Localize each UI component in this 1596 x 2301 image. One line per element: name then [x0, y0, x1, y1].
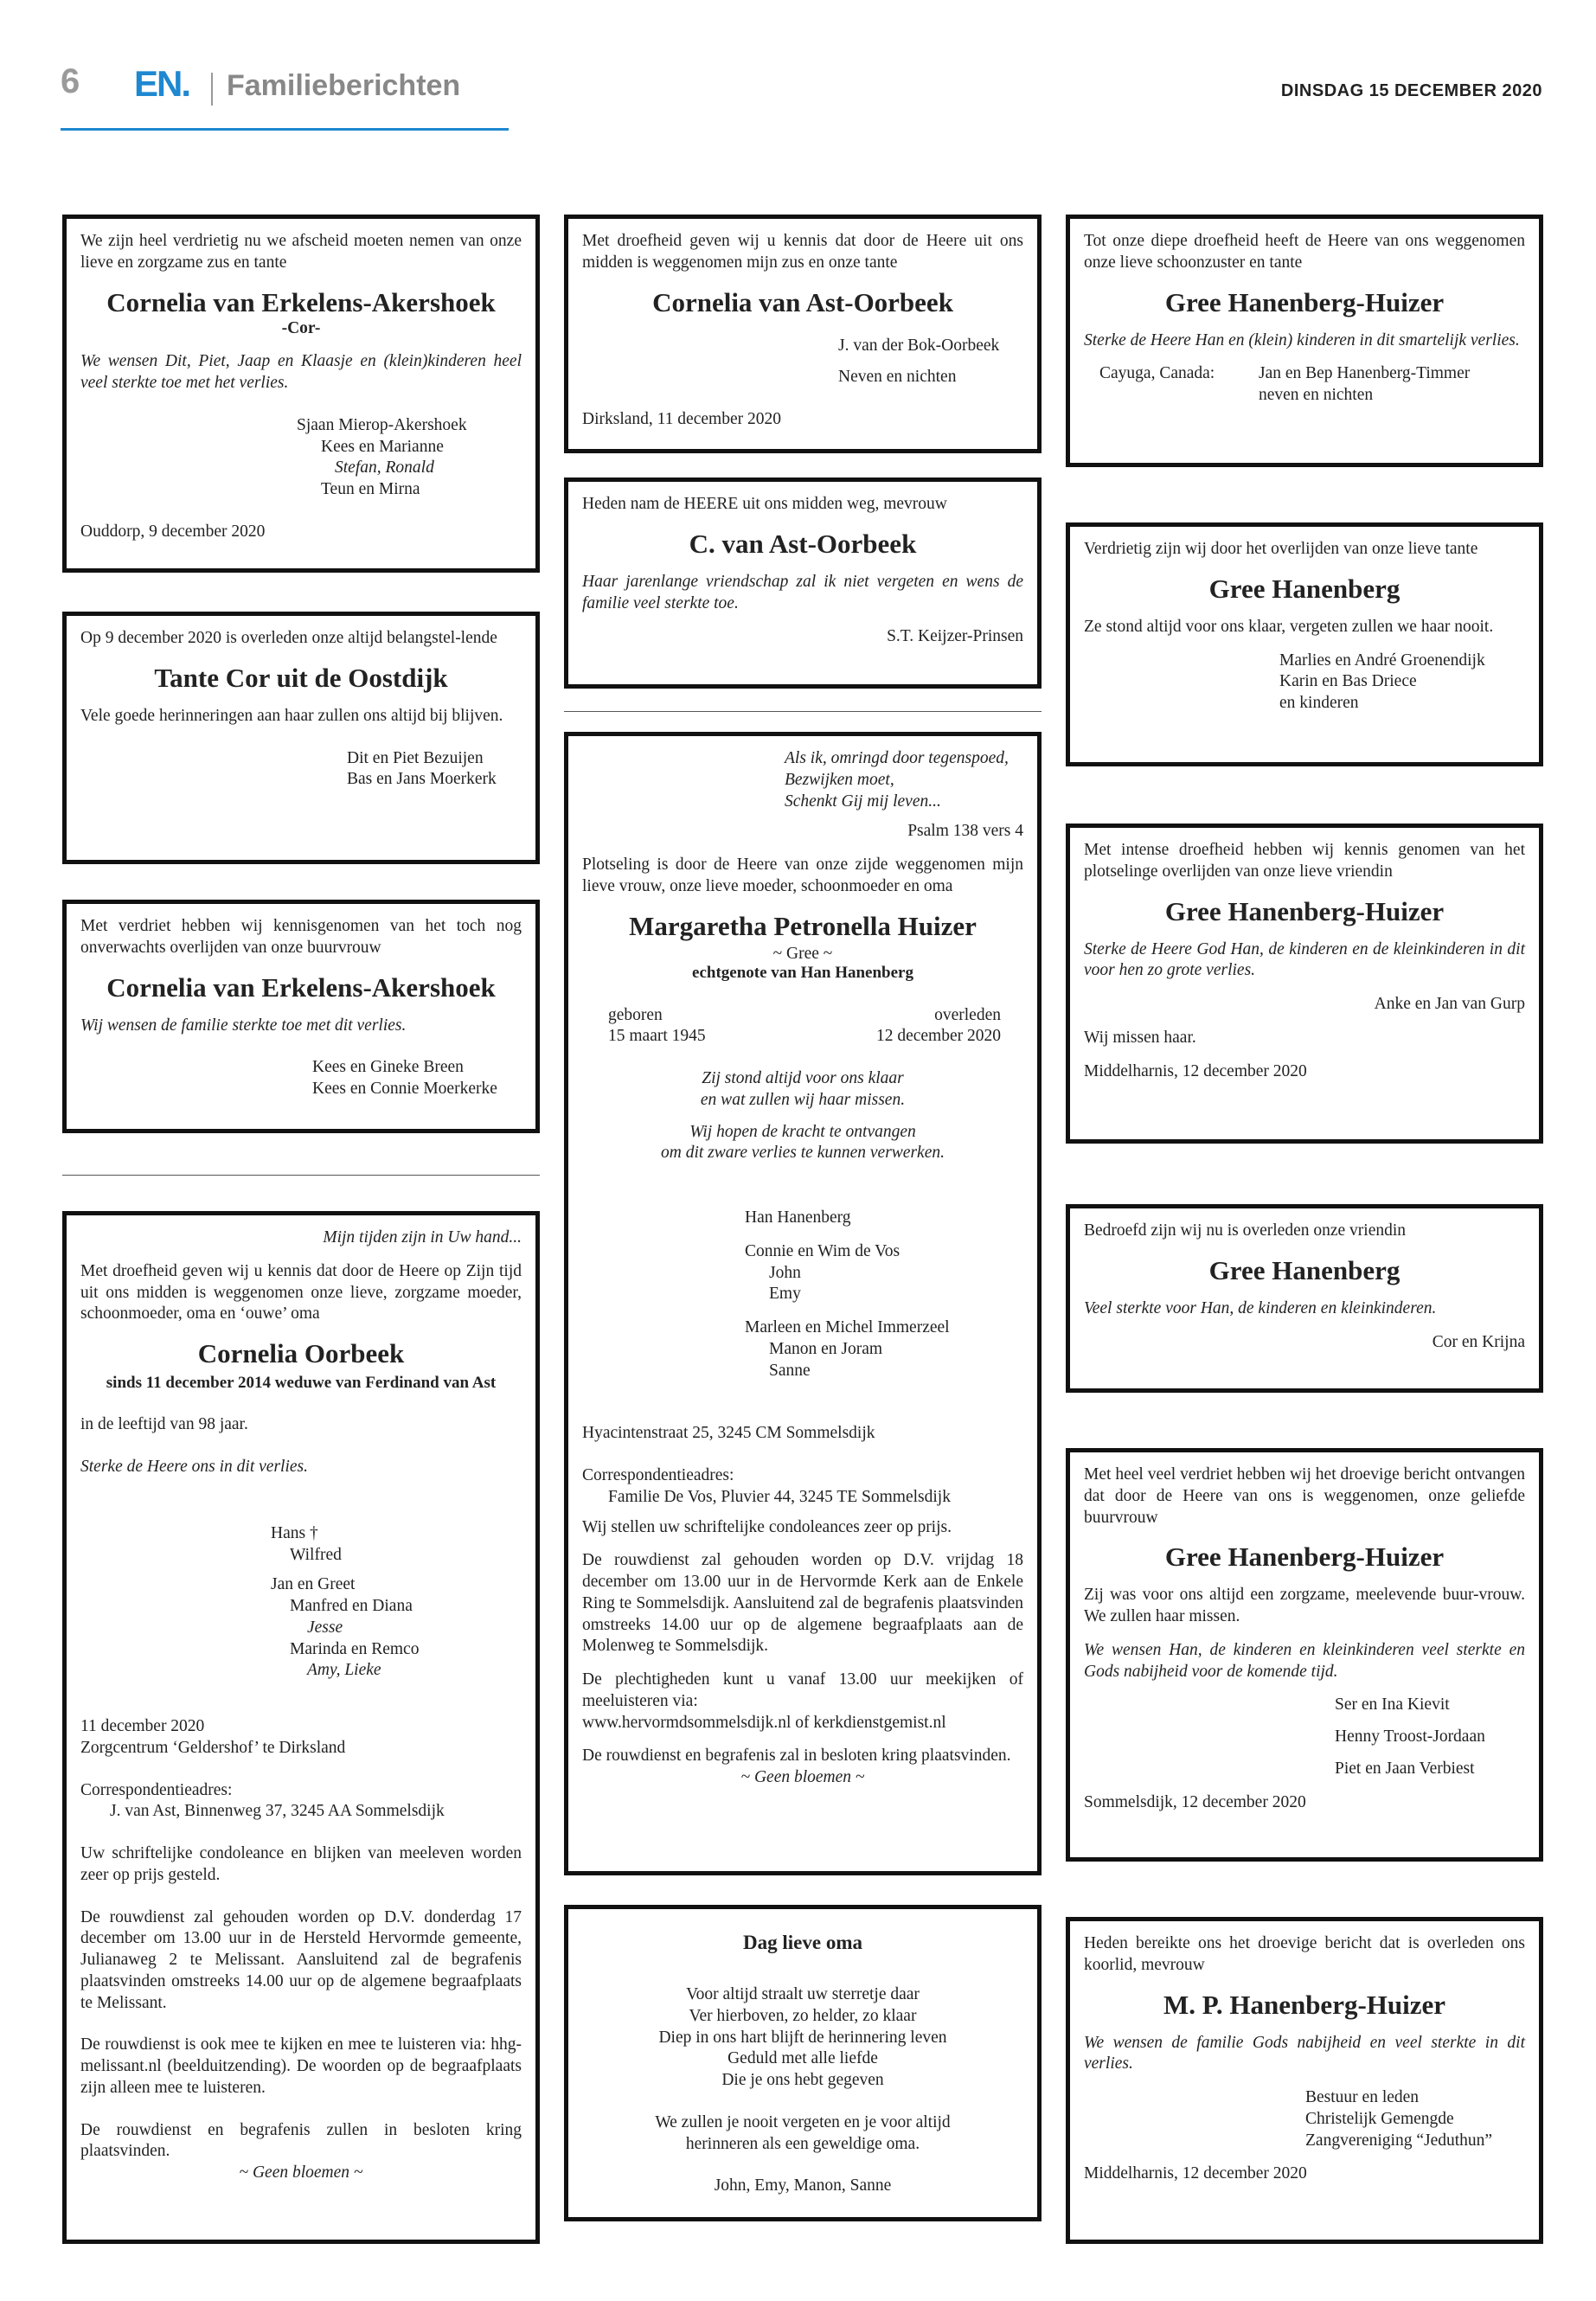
signer: neven en nichten [1259, 386, 1374, 405]
family-member: Jesse [307, 1618, 343, 1637]
notice-text: Zij was voor ons altijd een zorgzame, meelevende buur-vrouw. We zullen haar missen. [1084, 1586, 1525, 1626]
correspondence-address: J. van Ast, Binnenweg 37, 3245 AA Sommelsdijk [110, 1802, 445, 1821]
place-date: Middelharnis, 12 december 2020 [1084, 2164, 1307, 2183]
family-member: Connie en Wim de Vos [745, 1241, 901, 1260]
condolence-text: Uw schriftelijke condoleance en blijken van meeleven worden zeer op prijs gesteld. [80, 1844, 522, 1884]
family-member: John [769, 1263, 801, 1282]
service-text: De rouwdienst zal gehouden worden op D.V. donderdag 17 december om 13.00 uur in de Hersteld Hervormde gemeente, Julianaweg 2 te Melissant. Aansluitend zal de begrafenis plaatsvinden omstreeks 14.00 uur op de algemene begraafplaats te Melissant. [80, 1907, 522, 2012]
death-notice [62, 1211, 540, 2244]
notice-text: Haar jarenlange vriendschap zal ik niet vergeten en wens de familie veel sterkte toe. [582, 572, 1023, 612]
private-service-text: De rouwdienst en begrafenis zullen in besloten kring plaatsvinden. [80, 2120, 522, 2161]
notice-text: Wij missen haar. [1084, 1028, 1196, 1047]
signer: Kees en Marianne [321, 437, 444, 456]
signer: Neven en nichten [838, 368, 957, 387]
column-divider [62, 1175, 540, 1176]
deceased-name: C. van Ast-Oorbeek [689, 528, 917, 559]
place-date: Middelharnis, 12 december 2020 [1084, 1061, 1307, 1080]
notice-intro: Met verdriet hebben wij kennisgenomen van het toch nog onverwachts overlijden van onze buurvrouw [80, 917, 522, 957]
signer: J. van der Bok-Oorbeek [838, 336, 1000, 355]
header-separator [211, 73, 213, 106]
family-member: Hans † [271, 1523, 318, 1542]
family-member: Marleen en Michel Immerzeel [745, 1318, 950, 1337]
family-member: Marinda en Remco [290, 1639, 420, 1658]
header-underline [61, 128, 509, 131]
family-member: Amy, Lieke [307, 1661, 381, 1680]
correspondence-label: Correspondentieadres: [80, 1780, 233, 1799]
private-service-text: De rouwdienst en begrafenis zal in besloten kring plaatsvinden. [582, 1747, 1011, 1766]
issue-date: DINSDAG 15 DECEMBER 2020 [1280, 81, 1542, 100]
death-notice [1066, 1917, 1543, 2244]
notice-intro: Met intense droefheid hebben wij kennis genomen van het plotselinge overlijden van onze lieve vriendin [1084, 841, 1525, 881]
signer: John, Emy, Manon, Sanne [714, 2176, 892, 2195]
death-notice [1066, 1448, 1543, 1862]
notice-wish: We wensen Dit, Piet, Jaap en Klaasje en (klein)kinderen heel veel sterkte toe met het verlies. [80, 352, 522, 393]
death-notice [1066, 215, 1543, 467]
livestream-text: De plechtigheden kunt u vanaf 13.00 uur meekijken of meeluisteren via: [582, 1670, 1023, 1710]
death-notice [564, 478, 1042, 689]
notice-wish: Veel sterkte voor Han, de kinderen en kleinkinderen. [1084, 1298, 1437, 1317]
family-member: Manfred en Diana [290, 1597, 413, 1616]
notice-intro: Heden bereikte ons het droevige bericht dat is overleden ons koorlid, mevrouw [1084, 1934, 1525, 1974]
poem-line: Schenkt Gij mij leven... [785, 792, 941, 811]
death-date: 11 december 2020 [80, 1717, 205, 1736]
notice-intro: Met droefheid geven wij u kennis dat door de Heere op Zijn tijd uit ons midden is weggenomen onze lieve, zorgzame moeder, schoonmoeder, oma en ‘ouwe’ oma [80, 1261, 522, 1324]
no-flowers: ~ Geen bloemen ~ [740, 1768, 865, 1787]
poem-line: Geduld met alle liefde [727, 2049, 878, 2068]
deceased-name: Cornelia van Erkelens-Akershoek [106, 286, 496, 317]
deceased-name: Gree Hanenberg [1208, 1254, 1401, 1285]
notice-wish: We wensen Han, de kinderen en kleinkinderen veel sterkte en Gods nabijheid voor de komende tijd. [1084, 1640, 1525, 1681]
notice-text: Ze stond altijd voor ons klaar, vergeten zullen we haar nooit. [1084, 617, 1494, 636]
signer: Sjaan Mierop-Akershoek [297, 415, 467, 434]
family-member: Sanne [769, 1361, 811, 1380]
poem-line: Voor altijd straalt uw sterretje daar [686, 1985, 920, 2004]
family-member: Wilfred [290, 1545, 342, 1564]
signer: Zangvereniging “Jeduthun” [1305, 2131, 1493, 2150]
signer: Christelijk Gemengde [1305, 2109, 1454, 2128]
notice-text: Vele goede herinneringen aan haar zullen ons altijd bij blijven. [80, 706, 503, 725]
service-text: De rouwdienst zal gehouden worden op D.V. vrijdag 18 december om 13.00 uur in de Hervormde Kerk aan de Enkele Ring te Sommelsdijk. Aansluitend zal de begrafenis plaatsvinden omstreeks 14.00 uur op de algemene begraafplaats aan de Molenweg te Sommelsdijk. [582, 1551, 1023, 1656]
signer: en kinderen [1279, 694, 1359, 713]
condolence-text: Wij stellen uw schriftelijke condoleances zeer op prijs. [582, 1517, 952, 1536]
deceased-age: in de leeftijd van 98 jaar. [80, 1415, 248, 1434]
notice-intro: Heden nam de HEERE uit ons midden weg, mevrouw [582, 495, 947, 513]
notice-wish: We wensen de familie Gods nabijheid en veel sterkte in dit verlies. [1084, 2033, 1525, 2073]
death-notice [1066, 1204, 1543, 1393]
family-member: Emy [769, 1285, 801, 1304]
death-notice [62, 215, 540, 573]
signer: Kees en Gineke Breen [312, 1058, 464, 1077]
deceased-nickname: ~ Gree ~ [772, 944, 833, 963]
signer: Marlies en André Groenendijk [1279, 651, 1485, 670]
notice-wish: Wij wensen de familie sterkte toe met dit verlies. [80, 1016, 407, 1035]
deceased-subtitle: sinds 11 december 2014 weduwe van Ferdinand van Ast [106, 1374, 497, 1393]
deceased-name: Gree Hanenberg-Huizer [1164, 286, 1445, 317]
signer: Bestuur en leden [1305, 2088, 1420, 2107]
deceased-name: M. P. Hanenberg-Huizer [1163, 1989, 1446, 2020]
poem-line: Die je ons hebt gegeven [721, 2071, 884, 2090]
signer: Stefan, Ronald [335, 458, 434, 478]
signer: Kees en Connie Moerkerke [312, 1080, 497, 1099]
signer: Jan en Bep Hanenberg-Timmer [1259, 364, 1471, 383]
deceased-name: Cornelia van Erkelens-Akershoek [106, 971, 496, 1003]
column-divider [564, 711, 1042, 712]
notice-intro: Op 9 december 2020 is overleden onze altijd belangstel-lende [80, 629, 497, 647]
signer-place: Cayuga, Canada: [1099, 364, 1215, 383]
poem-line: Als ik, omringd door tegenspoed, [785, 749, 1009, 767]
poem-closing: herinneren als een geweldige oma. [685, 2134, 920, 2153]
signer: Piet en Jaan Verbiest [1335, 1759, 1475, 1778]
notice-motto: Mijn tijden zijn in Uw hand... [323, 1228, 522, 1247]
death-notice [62, 612, 540, 864]
deceased-name: Tante Cor uit de Oostdijk [154, 662, 448, 693]
deceased-nickname: -Cor- [281, 318, 321, 337]
signer: Teun en Mirna [321, 480, 420, 499]
page-number: 6 [61, 62, 80, 100]
notice-intro: We zijn heel verdrietig nu we afscheid moeten nemen van onze lieve en zorgzame zus en tante [80, 232, 522, 272]
deceased-name: Gree Hanenberg-Huizer [1164, 1541, 1445, 1573]
verse-line: Wij hopen de kracht te ontvangen [689, 1122, 916, 1141]
signer: Cor en Krijna [1432, 1332, 1525, 1351]
correspondence-label: Correspondentieadres: [582, 1466, 734, 1485]
death-notice [62, 900, 540, 1133]
signer: S.T. Keijzer-Prinsen [887, 627, 1023, 646]
death-location: Zorgcentrum ‘Geldershof’ te Dirksland [80, 1738, 346, 1757]
death-notice [1066, 824, 1543, 1144]
notice-intro: Plotseling is door de Heere van onze zijde weggenomen mijn lieve vrouw, onze lieve moeder, schoonmoeder en oma [582, 856, 1023, 895]
signer: Ser en Ina Kievit [1335, 1695, 1450, 1715]
verse-line: om dit zware verlies te kunnen verwerken. [661, 1144, 945, 1163]
family-member: Jan en Greet [271, 1575, 356, 1594]
family-member: Manon en Joram [769, 1339, 883, 1358]
no-flowers: ~ Geen bloemen ~ [239, 2163, 363, 2182]
died-label: overleden [934, 1005, 1001, 1024]
verse-line: Zij stond altijd voor ons klaar [702, 1069, 904, 1088]
grandchildren-poem [564, 1905, 1042, 2221]
place-date: Dirksland, 11 december 2020 [582, 410, 781, 429]
born-date: 15 maart 1945 [608, 1027, 706, 1046]
died-date: 12 december 2020 [875, 1027, 1001, 1046]
place-date: Ouddorp, 9 december 2020 [80, 522, 266, 541]
death-notice [1066, 522, 1543, 766]
psalm-reference: Psalm 138 vers 4 [907, 822, 1023, 841]
notice-intro: Verdrietig zijn wij door het overlijden van onze lieve tante [1084, 540, 1478, 558]
deceased-name: Cornelia van Ast-Oorbeek [652, 286, 953, 317]
death-notice [564, 732, 1042, 1875]
section-title: Familieberichten [227, 69, 461, 102]
livestream-text: De rouwdienst is ook mee te kijken en mee te luisteren via: hhg-melissant.nl (beelduitzending). De woorden op de begraafplaats zijn alleen mee te luisteren. [80, 2035, 522, 2097]
notice-wish: Sterke de Heere God Han, de kinderen en de kleinkinderen in dit voor hen zo grote verlies. [1084, 939, 1525, 980]
newspaper-logo: EN. [134, 63, 190, 104]
correspondence-address: Familie De Vos, Pluvier 44, 3245 TE Sommelsdijk [608, 1487, 951, 1506]
signer: Karin en Bas Driece [1279, 672, 1417, 691]
spouse-line: echtgenote van Han Hanenberg [692, 964, 913, 983]
deceased-name: Cornelia Oorbeek [197, 1338, 405, 1368]
poem-line: Diep in ons hart blijft de herinnering leven [658, 2028, 947, 2047]
poem-line: Ver hierboven, zo helder, zo klaar [689, 2006, 917, 2025]
livestream-links: www.hervormdsommelsdijk.nl of kerkdienstgemist.nl [582, 1713, 946, 1732]
poem-title: Dag lieve oma [743, 1932, 862, 1953]
notice-intro: Bedroefd zijn wij nu is overleden onze vriendin [1084, 1221, 1407, 1240]
deceased-name: Gree Hanenberg-Huizer [1164, 895, 1445, 926]
family-member: Han Hanenberg [745, 1208, 851, 1227]
notice-intro: Met heel veel verdriet hebben wij het droevige bericht ontvangen dat door de Heere van ons is weggenomen, onze geliefde buurvrouw [1084, 1465, 1525, 1527]
notice-wish: Sterke de Heere Han en (klein) kinderen in dit smartelijk verlies. [1084, 330, 1520, 349]
signer: Dit en Piet Bezuijen [347, 748, 484, 767]
notice-intro: Tot onze diepe droefheid heeft de Heere van ons weggenomen onze lieve schoonzuster en tante [1084, 232, 1525, 272]
signer: Henny Troost-Jordaan [1335, 1727, 1485, 1747]
verse-line: en wat zullen wij haar missen. [700, 1090, 906, 1109]
born-label: geboren [608, 1005, 663, 1024]
deceased-name: Margaretha Petronella Huizer [629, 910, 977, 941]
death-notice [564, 215, 1042, 453]
notice-intro: Met droefheid geven wij u kennis dat door de Heere uit ons midden is weggenomen mijn zus en onze tante [582, 232, 1023, 272]
signer: Bas en Jans Moerkerk [347, 770, 497, 789]
notice-wish: Sterke de Heere ons in dit verlies. [80, 1458, 308, 1477]
home-address: Hyacintenstraat 25, 3245 CM Sommelsdijk [582, 1424, 875, 1443]
poem-line: Bezwijken moet, [785, 770, 894, 789]
deceased-name: Gree Hanenberg [1208, 573, 1401, 604]
place-date: Sommelsdijk, 12 december 2020 [1084, 1792, 1306, 1811]
poem-closing: We zullen je nooit vergeten en je voor altijd [655, 2112, 951, 2131]
signer: Anke en Jan van Gurp [1374, 995, 1525, 1014]
